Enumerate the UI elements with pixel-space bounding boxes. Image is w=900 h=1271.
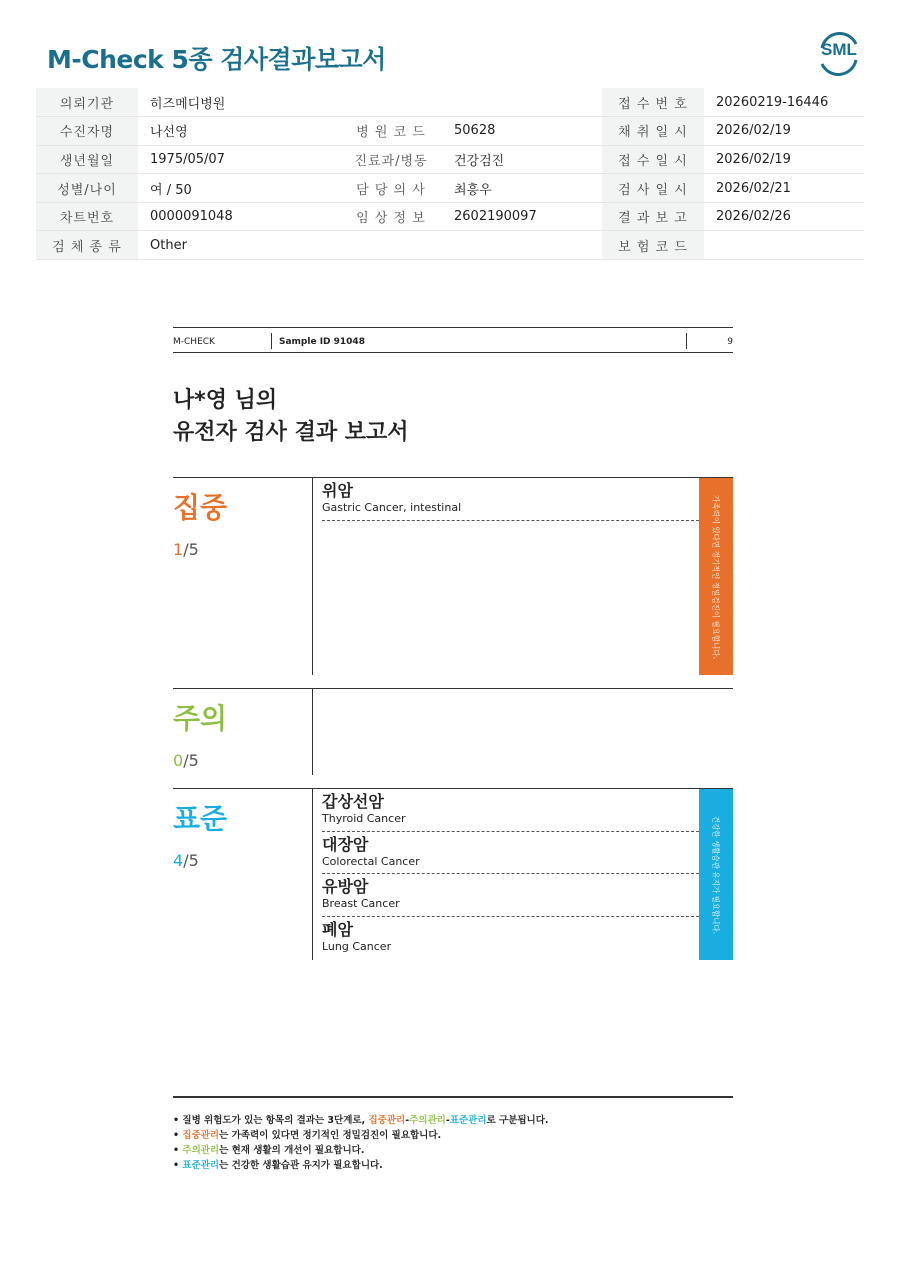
header-brand: M-CHECK: [173, 337, 215, 347]
note-1: [173, 1113, 733, 1128]
note-text: 는 현재 생활의 개선이 필요합니다.: [219, 1145, 365, 1156]
focus-sidebar: [699, 478, 733, 675]
info-value: 나선영: [138, 117, 340, 146]
info-label: 생년월일: [36, 145, 138, 174]
info-label: 담 당 의 사: [340, 174, 442, 203]
report-title: M-Check 5종 검사결과보고서: [47, 45, 386, 74]
info-value: 2026/02/26: [704, 202, 864, 231]
standard-sidebar-text: 건강한 생활습관 유지가 필요합니다.: [711, 815, 721, 934]
patient-info-table: [36, 88, 864, 260]
info-value: 히즈메디병원: [138, 88, 340, 117]
section-divider: [312, 689, 313, 775]
item-english-name: Gastric Cancer, intestinal: [322, 501, 462, 514]
info-row: [36, 145, 864, 174]
info-row: [36, 117, 864, 146]
note-text: 로 구분됩니다.: [486, 1115, 549, 1126]
section-focus-count: [173, 540, 199, 559]
header-divider: [271, 333, 272, 349]
list-item: [322, 874, 699, 917]
item-english-name: Breast Cancer: [322, 897, 400, 910]
note-text: 는 건강한 생활습관 유지가 필요합니다.: [219, 1160, 383, 1171]
note-text: 질병 위험도가 있는 항목의 결과는 3단계로,: [182, 1115, 369, 1126]
info-value: 2602190097: [442, 202, 602, 231]
info-value: 2026/02/21: [704, 174, 864, 203]
list-item: [322, 832, 699, 875]
note-dash: -: [405, 1115, 410, 1126]
header-page-number: 9: [727, 337, 733, 347]
info-value: 여 / 50: [138, 174, 340, 203]
note-caution-key: 주의관리: [409, 1115, 446, 1126]
item-korean-name: 유방암: [322, 877, 369, 896]
note-3: [173, 1143, 733, 1158]
note-4: [173, 1158, 733, 1173]
info-value: [704, 231, 864, 260]
logo-text: SML: [821, 40, 857, 59]
info-label: 수진자명: [36, 117, 138, 146]
info-label: [340, 231, 442, 260]
standard-items: [322, 789, 699, 959]
info-label: 접 수 번 호: [602, 88, 704, 117]
focus-sidebar-text: 가족력이 있다면 정기적인 정밀검진이 필요합니다.: [711, 494, 721, 659]
section-divider: [312, 478, 313, 675]
info-label: 검 사 일 시: [602, 174, 704, 203]
info-label: 결 과 보 고: [602, 202, 704, 231]
info-value: 20260219-16446: [704, 88, 864, 117]
list-item: [322, 917, 699, 960]
note-focus-key: 집중관리: [182, 1130, 220, 1141]
info-value: 50628: [442, 117, 602, 146]
info-value: 1975/05/07: [138, 145, 340, 174]
caution-count-total: /5: [183, 751, 199, 770]
item-english-name: Thyroid Cancer: [322, 812, 406, 825]
note-2: [173, 1128, 733, 1143]
caution-count-value: 0: [173, 751, 184, 770]
footer-notes: [173, 1113, 733, 1173]
focus-count-value: 1: [173, 540, 184, 559]
note-text: 는 가족력이 있다면 정기적인 정밀검진이 필요합니다.: [219, 1130, 442, 1141]
info-label: 채 취 일 시: [602, 117, 704, 146]
report-greeting: [173, 385, 409, 449]
section-divider: [312, 789, 313, 960]
info-value: Other: [138, 231, 340, 260]
standard-sidebar: [699, 789, 733, 960]
item-korean-name: 대장암: [322, 834, 369, 854]
section-standard-title: 표준: [173, 802, 228, 835]
section-focus-title: 집중: [173, 491, 228, 524]
info-label: [340, 88, 442, 117]
info-value: [442, 231, 602, 260]
info-label: 진료과/병동: [340, 145, 442, 174]
section-standard: [173, 788, 733, 959]
info-label: 의뢰기관: [36, 88, 138, 117]
item-korean-name: 위암: [322, 481, 353, 500]
info-label: 접 수 일 시: [602, 145, 704, 174]
note-standard-key: 표준관리: [182, 1160, 220, 1171]
list-item: [322, 478, 699, 521]
header-sample-id: Sample ID 91048: [279, 337, 365, 347]
note-dash: -: [445, 1115, 450, 1126]
sml-logo: [816, 30, 862, 76]
section-standard-count: [173, 851, 199, 870]
standard-count-value: 4: [173, 851, 184, 870]
info-label: 검 체 종 류: [36, 231, 138, 260]
section-focus: [173, 477, 733, 674]
footer-divider: [173, 1096, 733, 1098]
info-row: [36, 88, 864, 117]
header-divider: [686, 333, 687, 349]
info-row: [36, 231, 864, 260]
info-row: [36, 174, 864, 203]
info-value: 건강검진: [442, 145, 602, 174]
info-value: 최흥우: [442, 174, 602, 203]
focus-items: [322, 478, 699, 521]
note-caution-key: 주의관리: [182, 1145, 220, 1156]
section-caution-count: [173, 751, 199, 770]
item-english-name: Colorectal Cancer: [322, 854, 420, 868]
info-value: 0000091048: [138, 202, 340, 231]
list-item: [322, 789, 699, 832]
info-value: 2026/02/19: [704, 145, 864, 174]
info-value: 2026/02/19: [704, 117, 864, 146]
item-korean-name: 폐암: [322, 919, 353, 939]
info-value: [442, 88, 602, 117]
focus-count-total: /5: [183, 540, 199, 559]
greeting-name: 나*영 님의: [173, 388, 278, 413]
info-label: 병 원 코 드: [340, 117, 442, 146]
section-caution: [173, 688, 733, 774]
standard-count-total: /5: [183, 851, 199, 870]
info-label: 임 상 정 보: [340, 202, 442, 231]
item-korean-name: 갑상선암: [322, 792, 384, 811]
info-label: 성별/나이: [36, 174, 138, 203]
info-row: [36, 202, 864, 231]
info-label: 차트번호: [36, 202, 138, 231]
note-standard-key: 표준관리: [449, 1115, 487, 1126]
report-header: [173, 327, 733, 353]
greeting-title: 유전자 검사 결과 보고서: [173, 420, 409, 445]
info-label: 보 험 코 드: [602, 231, 704, 260]
note-focus-key: 집중관리: [368, 1115, 406, 1126]
item-english-name: Lung Cancer: [322, 939, 392, 953]
section-caution-title: 주의: [173, 702, 228, 735]
